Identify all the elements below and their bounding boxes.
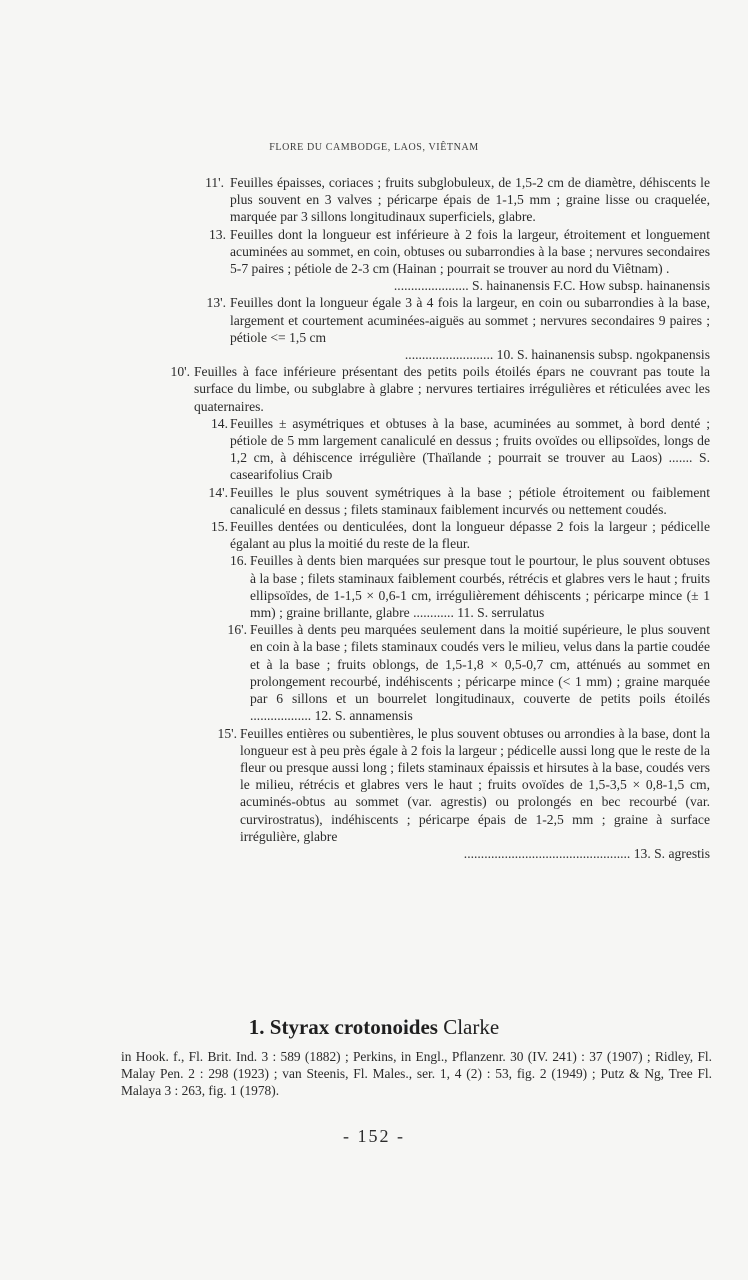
key-number: 16.	[230, 553, 247, 569]
key-entry-13prime	[206, 294, 710, 363]
key-entry-16prime	[227, 621, 710, 724]
key-entry-15prime	[217, 725, 710, 863]
identification-key	[0, 174, 748, 862]
key-text: Feuilles entières ou subentières, le plus souvent obtuses ou arrondies à la base, dont la longueur est à peu près égale à 2 fois la largeur ; pédicelle aussi long que le reste de la fleur ou presque aussi long ; filets staminaux épaissis et hirsutes à la base, coudés vers le milieu, rétrécis et glabres vers le haut ; fruits ovoïdes de 1,5-3,5 × 0,8-1,5 cm, acuminés-obtus au sommet (var. agrestis) ou prolongés en bec recourbé (var. curvirostratus), indéhiscents ; péricarpe épais de 1-2,5 mm ; graine à surface irrégulière, glabre	[240, 725, 710, 844]
species-name: 1. Styrax crotonoides	[248, 1015, 438, 1039]
key-text: Feuilles dentées ou denticulées, dont la longueur dépasse 2 fois la largeur ; pédicelle égalant au plus la moitié du reste de la fleur.	[230, 519, 710, 552]
key-number: 14.	[211, 415, 228, 431]
key-number: 13'.	[206, 295, 226, 311]
key-entry-11prime	[205, 174, 710, 226]
key-entry-15	[211, 518, 710, 552]
key-text: Feuilles à dents peu marquées seulement dans la moitié supérieure, le plus souvent en coin à la base ; filets staminaux coudés vers le milieu, velus dans la partie coudée et à la base ; fruits oblongs, de 1,5-1,8 × 0,5-0,7 cm, atténués au sommet en prolongement recourbé, indéhiscents ; péricarpe mince (< 1 mm) ; graine marquée par 6 sillons et un bourrelet longitudinaux, couverte de petits poils étoilés .................. 12. S. annamensis	[250, 622, 710, 724]
key-number: 13.	[209, 226, 226, 242]
species-author: Clarke	[443, 1015, 500, 1039]
key-text: Feuilles ± asymétriques et obtuses à la base, acuminées au sommet, à bord denté ; pétiole de 5 mm largement canaliculé en dessus ; fruits ovoïdes ou ellipsoïdes, longs de 1,2 cm, à déhiscence irrégulière (Thaïlande ; pourrait se trouver au Laos) ....... S. casearifolius Craib	[230, 415, 710, 483]
species-references: in Hook. f., Fl. Brit. Ind. 3 : 589 (1882) ; Perkins, in Engl., Pflanzenr. 30 (IV. 241) : 37 (1907) ; Ridley, Fl. Malay Pen. 2 : 298 (1923) ; van Steenis, Fl. Males., ser. 1, 4 (2) : 53, fig. 2 (1949) ; Putz & Ng, Tree Fl. Malaya 3 : 263, fig. 1 (1978).	[121, 1049, 712, 1099]
key-result: ...................... S. hainanensis F.C. How subsp. hainanensis	[393, 278, 710, 294]
key-entry-14	[211, 415, 710, 484]
key-text: Feuilles le plus souvent symétriques à la base ; pétiole étroitement ou faiblement canaliculé en dessus ; filets staminaux faiblement incurvés ou nettement coudés.	[230, 484, 710, 517]
key-result: ................................................. 13. S. agrestis	[463, 845, 710, 861]
page-number: - 152 -	[343, 1126, 405, 1146]
key-number: 11'.	[205, 175, 224, 190]
running-head: FLORE DU CAMBODGE, LAOS, VIÊTNAM	[269, 142, 479, 153]
key-text: Feuilles dont la longueur égale 3 à 4 fois la largeur, en coin ou subarrondies à la base, largement et courtement acuminées-aiguës au sommet ; nervures secondaires 9 paires ; pétiole <= 1,5 cm	[230, 295, 710, 345]
key-number: 14'.	[208, 484, 228, 500]
key-entry-14prime	[208, 484, 710, 518]
key-text: Feuilles épaisses, coriaces ; fruits subglobuleux, de 1,5-2 cm de diamètre, déhiscents le plus souvent en 3 valves ; péricarpe épais de 1-1,5 mm ; graine lisse ou craquelée, marquée par 3 sillons longitudinaux superficiels, glabre.	[230, 175, 710, 225]
key-entry-13	[209, 226, 710, 295]
key-number: 15.	[211, 519, 228, 535]
key-text: Feuilles à face inférieure présentant des petits poils étoilés épars ne couvrant pas toute la surface du limbe, ou subglabre à glabre ; nervures tertiaires irrégulières et réticulées avec les quaternaires.	[194, 364, 710, 414]
species-heading	[0, 1015, 748, 1040]
key-entry-10prime	[170, 363, 710, 415]
key-number: 10'.	[170, 364, 190, 380]
key-entry-16	[230, 552, 710, 621]
key-number: 15'.	[217, 725, 237, 741]
key-text: Feuilles dont la longueur est inférieure à 2 fois la largeur, étroitement et longuement acuminées au sommet, en coin, obtuses ou subarrondies à la base ; nervures secondaires 5-7 paires ; pétiole de 2-3 cm (Hainan ; pourrait se trouver au nord du Viêtnam) .	[230, 226, 710, 277]
key-text: Feuilles à dents bien marquées sur presque tout le pourtour, le plus souvent obtuses à la base ; filets staminaux faiblement courbés, rétrécis et glabres vers le haut ; fruits ellipsoïdes, de 1-1,5 × 0,6-1 cm, irrégulièrement déhiscents ; péricarpe mince (± 1 mm) ; graine brillante, glabre ............ 11. S. serrulatus	[250, 553, 710, 621]
key-result: .......................... 10. S. hainanensis subsp. ngokpanensis	[404, 347, 710, 363]
key-number: 16'.	[227, 622, 247, 638]
